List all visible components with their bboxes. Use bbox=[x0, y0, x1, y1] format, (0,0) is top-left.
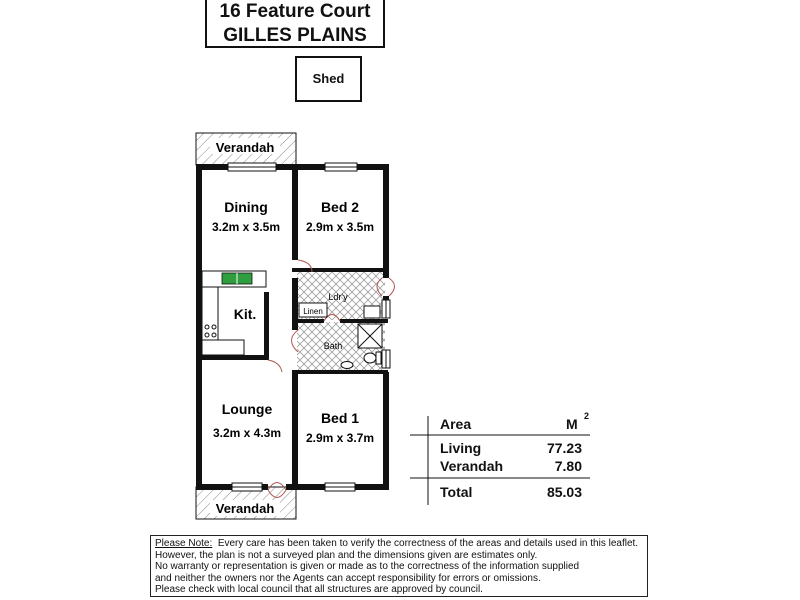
area-total-value: 85.03 bbox=[546, 484, 582, 500]
kitchen-bench-bottom bbox=[202, 340, 244, 355]
area-header-unit: M bbox=[566, 416, 578, 432]
area-header-label: Area bbox=[440, 416, 472, 432]
bed1-label: Bed 1 bbox=[320, 410, 360, 426]
address-street: 16 Feature Court bbox=[219, 1, 371, 22]
toilet-cistern bbox=[376, 352, 381, 364]
disclaimer-line-5: Please check with local council that all structures are approved by council. bbox=[155, 584, 483, 596]
area-row-verandah-value: 7.80 bbox=[554, 458, 582, 474]
area-row-living-label: Living bbox=[440, 440, 482, 456]
kitchen-label: Kit. bbox=[233, 306, 257, 322]
address-suburb: GILLES PLAINS bbox=[223, 25, 367, 46]
disclaimer-line-4: and neither the owners nor the Agents can accept responsibility for errors or omissions. bbox=[155, 572, 541, 584]
disclaimer-line-1 bbox=[155, 538, 643, 550]
area-header-unit-sup: 2 bbox=[584, 411, 590, 421]
area-row-verandah-label: Verandah bbox=[440, 458, 504, 474]
dining-label: Dining bbox=[224, 199, 268, 215]
basin bbox=[341, 362, 353, 369]
disclaimer-note bbox=[150, 535, 648, 597]
linen-label: Linen bbox=[303, 307, 323, 316]
disclaimer-line-2: However, the plan is not a surveyed plan and the dimensions given are estimates only. bbox=[155, 549, 538, 561]
bed2-label: Bed 2 bbox=[320, 199, 360, 215]
laundry-label: Ldr'y bbox=[328, 292, 348, 302]
disclaimer-line-3: No warranty or representation is given or made as to the correctness of the information supplied bbox=[155, 561, 580, 573]
verandah-bottom-label: Verandah bbox=[215, 501, 275, 516]
area-row-living-value: 77.23 bbox=[546, 440, 582, 456]
bed2-dimensions: 2.9m x 3.5m bbox=[305, 220, 375, 234]
shed-label: Shed bbox=[312, 71, 345, 86]
disclaimer-heading: Please Note: bbox=[155, 538, 213, 549]
bath-label: Bath bbox=[323, 341, 343, 351]
lounge-dimensions: 3.2m x 4.3m bbox=[212, 426, 282, 440]
dining-dimensions: 3.2m x 3.5m bbox=[211, 220, 281, 234]
disclaimer-line-1-text: Every care has been taken to verify the correctness of the areas and details used in this leaflet. bbox=[217, 538, 639, 549]
lounge-label: Lounge bbox=[221, 401, 273, 417]
verandah-top-label: Verandah bbox=[215, 140, 275, 155]
bed1-dimensions: 2.9m x 3.7m bbox=[305, 431, 375, 445]
toilet-bowl bbox=[364, 353, 376, 363]
area-total-label: Total bbox=[440, 484, 473, 500]
laundry-trough bbox=[364, 306, 380, 318]
